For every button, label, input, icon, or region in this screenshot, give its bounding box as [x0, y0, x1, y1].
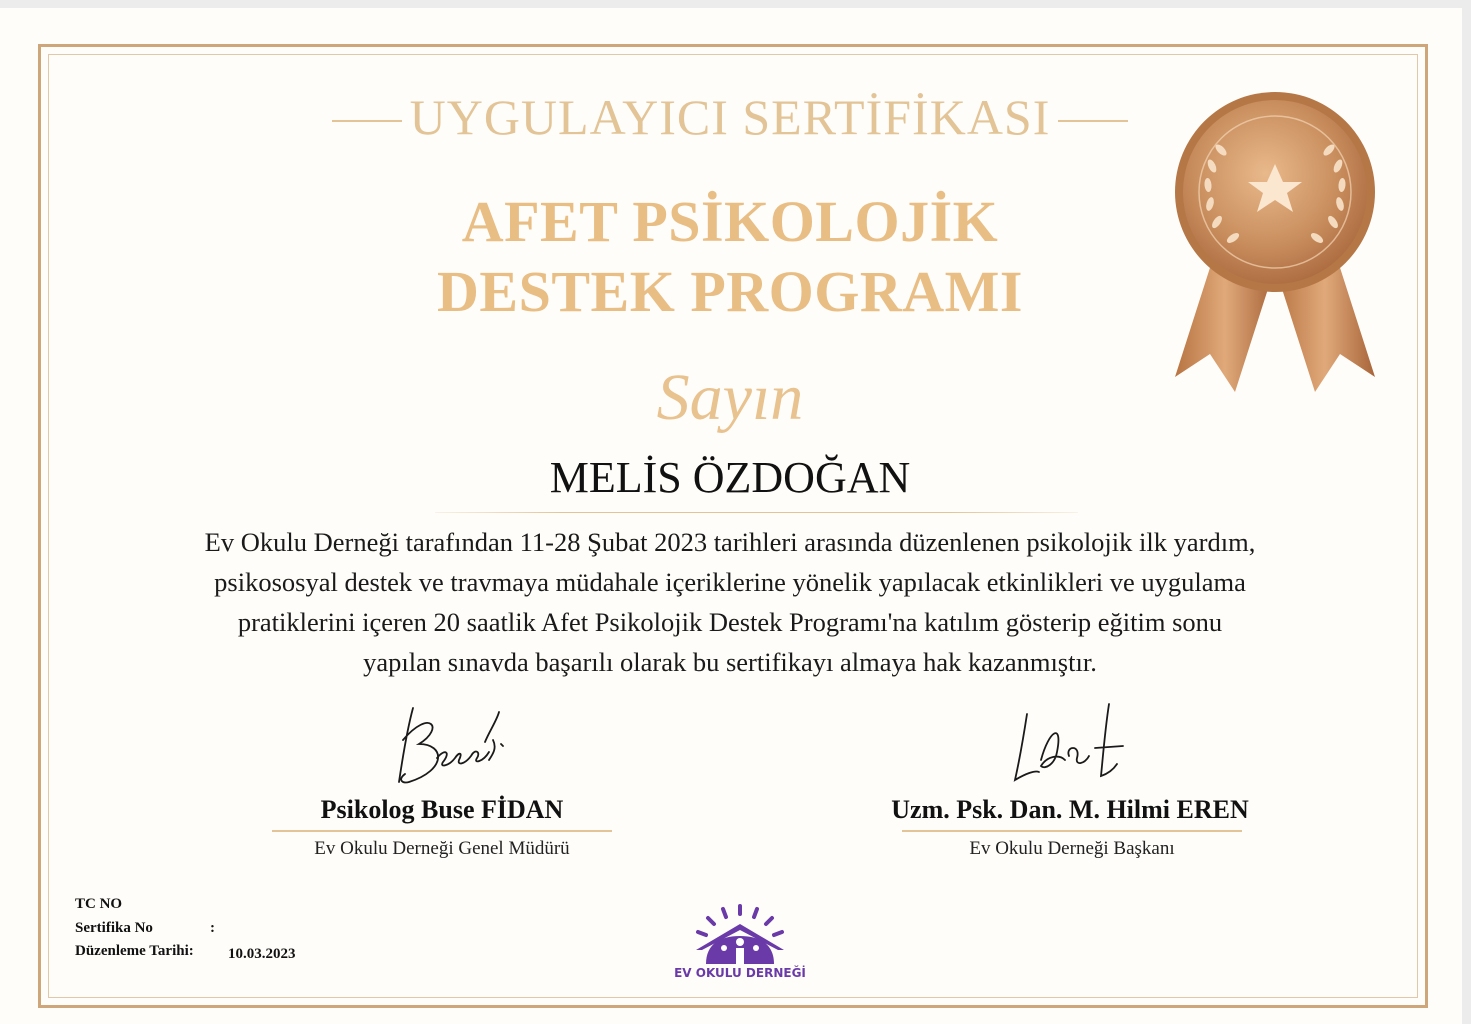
salutation: Sayın — [656, 361, 804, 434]
certificate-subtitle: UYGULAYICI SERTİFİKASI — [409, 89, 1051, 145]
certificate-no-colon: : — [210, 920, 215, 936]
certificate-no-label: Sertifika No — [75, 920, 153, 936]
signatory-name-right: Uzm. Psk. Dan. M. Hilmi EREN — [891, 795, 1249, 824]
issue-date-value: 10.03.2023 — [228, 946, 296, 962]
signatory-role-right: Ev Okulu Derneği Başkanı — [969, 838, 1175, 859]
body-line: psikososyal destek ve travmaya müdahale içeriklerine yönelik yapılacak etkinlikleri ve uygulama — [214, 567, 1246, 597]
medal-icon — [1155, 92, 1395, 407]
certificate-title-line1: AFET PSİKOLOJİK — [461, 189, 999, 254]
signatory-role-left: Ev Okulu Derneği Genel Müdürü — [314, 838, 570, 859]
body-line: pratiklerini içeren 20 saatlik Afet Psikolojik Destek Programı'na katılım gösterip eğitim sonu — [237, 607, 1223, 637]
signatory-name-left: Psikolog Buse FİDAN — [320, 795, 564, 824]
signature-right — [1005, 700, 1145, 790]
signatory-line-left — [272, 830, 612, 832]
body-line: Ev Okulu Derneği tarafından 11-28 Şubat 2023 tarihleri arasında düzenlenen psikolojik ilk yardım, — [204, 527, 1256, 557]
tc-no-label: TC NO — [75, 896, 123, 912]
certificate-title-line2: DESTEK PROGRAMI — [437, 259, 1023, 324]
issue-date-label: Düzenleme Tarihi: — [75, 943, 194, 959]
signatory-line-right — [902, 830, 1242, 832]
recipient-name: MELİS ÖZDOĞAN — [549, 453, 911, 502]
ev-okulu-logo-icon — [690, 904, 790, 968]
organization-logo-text: EV OKULU DERNEĞİ — [674, 966, 806, 980]
certificate-body — [110, 522, 1350, 682]
body-line: yapılan sınavda başarılı olarak bu sertifikayı almaya hak kazanmıştır. — [363, 647, 1097, 677]
subtitle-right-rule — [1058, 120, 1128, 122]
signature-left — [385, 700, 525, 795]
recipient-underline — [435, 512, 1078, 513]
